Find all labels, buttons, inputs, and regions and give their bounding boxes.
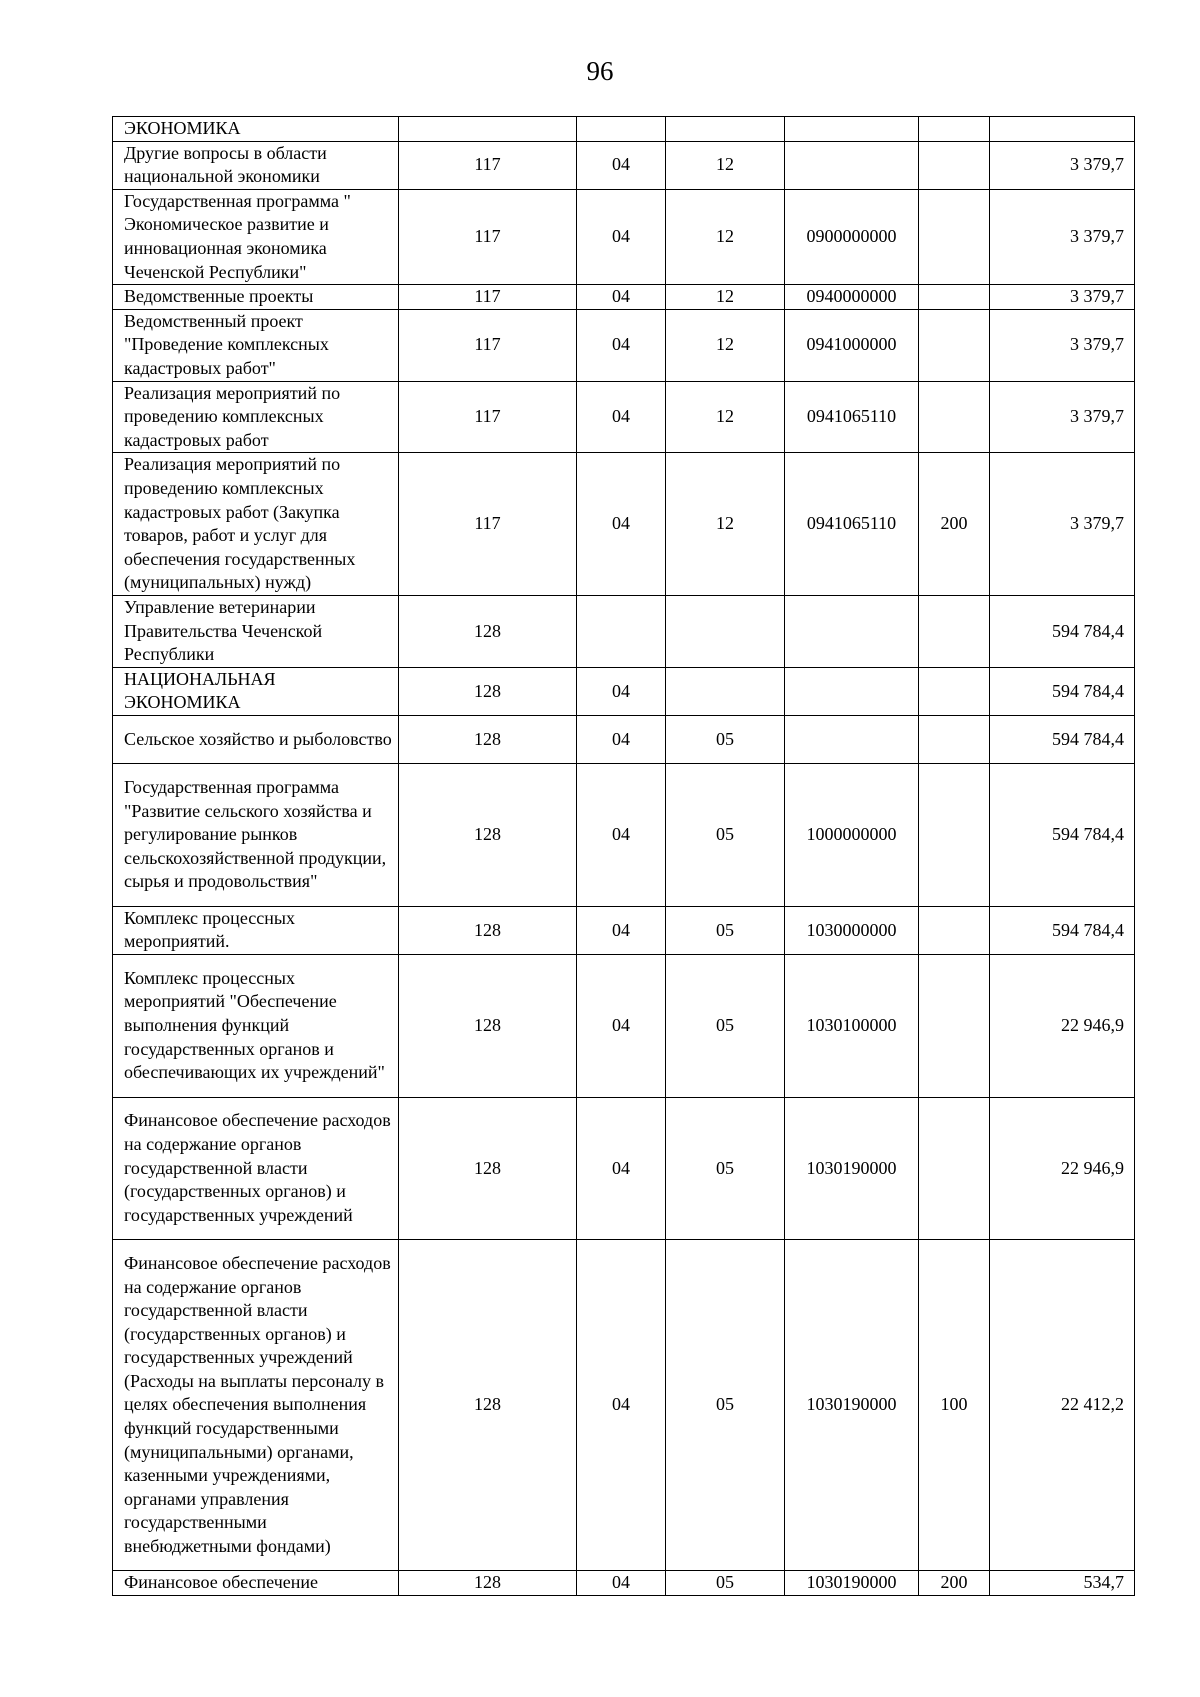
subsection-code-cell: 05 <box>666 715 785 763</box>
subsection-code-cell: 05 <box>666 1097 785 1240</box>
row-name-cell: НАЦИОНАЛЬНАЯ ЭКОНОМИКА <box>113 667 399 715</box>
expense-type-cell <box>919 954 990 1097</box>
amount-cell: 534,7 <box>990 1571 1135 1596</box>
target-article-cell: 0940000000 <box>785 285 919 310</box>
ministry-code-cell <box>399 117 577 142</box>
amount-cell: 594 784,4 <box>990 764 1135 907</box>
table-row <box>113 906 1135 954</box>
amount-cell: 22 946,9 <box>990 954 1135 1097</box>
row-name-cell: Финансовое обеспечение <box>113 1571 399 1596</box>
section-code-cell: 04 <box>577 906 666 954</box>
section-code-cell: 04 <box>577 1240 666 1571</box>
section-code-cell: 04 <box>577 954 666 1097</box>
subsection-code-cell: 12 <box>666 453 785 596</box>
row-name-cell: ЭКОНОМИКА <box>113 117 399 142</box>
section-code-cell: 04 <box>577 189 666 284</box>
ministry-code-cell: 117 <box>399 453 577 596</box>
target-article-cell <box>785 715 919 763</box>
amount-cell: 3 379,7 <box>990 381 1135 453</box>
amount-cell: 22 412,2 <box>990 1240 1135 1571</box>
expense-type-cell <box>919 141 990 189</box>
subsection-code-cell: 12 <box>666 285 785 310</box>
section-code-cell: 04 <box>577 381 666 453</box>
target-article-cell: 0941000000 <box>785 309 919 381</box>
table-row <box>113 1571 1135 1596</box>
expense-type-cell <box>919 667 990 715</box>
amount-cell: 3 379,7 <box>990 141 1135 189</box>
ministry-code-cell: 117 <box>399 309 577 381</box>
table-row <box>113 715 1135 763</box>
target-article-cell: 1030100000 <box>785 954 919 1097</box>
row-name-cell: Государственная программа " Экономическое развитие и инновационная экономика Чеченской Республики" <box>113 189 399 284</box>
ministry-code-cell: 128 <box>399 906 577 954</box>
expense-type-cell <box>919 285 990 310</box>
ministry-code-cell: 128 <box>399 954 577 1097</box>
amount-cell: 594 784,4 <box>990 667 1135 715</box>
expense-type-cell <box>919 381 990 453</box>
target-article-cell: 1030190000 <box>785 1240 919 1571</box>
ministry-code-cell: 128 <box>399 1571 577 1596</box>
row-name-cell: Сельское хозяйство и рыболовство <box>113 715 399 763</box>
table-row <box>113 381 1135 453</box>
ministry-code-cell: 117 <box>399 189 577 284</box>
target-article-cell: 1030000000 <box>785 906 919 954</box>
expense-type-cell <box>919 906 990 954</box>
target-article-cell: 0941065110 <box>785 381 919 453</box>
target-article-cell <box>785 141 919 189</box>
table-row <box>113 1097 1135 1240</box>
amount-cell: 3 379,7 <box>990 285 1135 310</box>
section-code-cell: 04 <box>577 141 666 189</box>
target-article-cell <box>785 667 919 715</box>
expense-type-cell <box>919 1097 990 1240</box>
section-code-cell: 04 <box>577 715 666 763</box>
row-name-cell: Реализация мероприятий по проведению комплексных кадастровых работ (Закупка товаров, работ и услуг для обеспечения государственных (муниципальных) нужд) <box>113 453 399 596</box>
target-article-cell <box>785 595 919 667</box>
subsection-code-cell: 12 <box>666 141 785 189</box>
table-row <box>113 1240 1135 1571</box>
ministry-code-cell: 117 <box>399 141 577 189</box>
expense-type-cell <box>919 117 990 142</box>
ministry-code-cell: 128 <box>399 1240 577 1571</box>
expense-type-cell: 100 <box>919 1240 990 1571</box>
section-code-cell <box>577 117 666 142</box>
table-row <box>113 954 1135 1097</box>
amount-cell: 3 379,7 <box>990 309 1135 381</box>
ministry-code-cell: 128 <box>399 764 577 907</box>
section-code-cell: 04 <box>577 309 666 381</box>
amount-cell: 22 946,9 <box>990 1097 1135 1240</box>
target-article-cell: 0941065110 <box>785 453 919 596</box>
section-code-cell: 04 <box>577 285 666 310</box>
table-row <box>113 667 1135 715</box>
expense-type-cell <box>919 764 990 907</box>
amount-cell <box>990 117 1135 142</box>
table-row <box>113 453 1135 596</box>
row-name-cell: Управление ветеринарии Правительства Чеченской Республики <box>113 595 399 667</box>
expense-type-cell: 200 <box>919 1571 990 1596</box>
expense-type-cell <box>919 189 990 284</box>
expense-type-cell <box>919 309 990 381</box>
ministry-code-cell: 117 <box>399 285 577 310</box>
section-code-cell: 04 <box>577 1097 666 1240</box>
row-name-cell: Другие вопросы в области национальной экономики <box>113 141 399 189</box>
expense-type-cell <box>919 715 990 763</box>
section-code-cell <box>577 595 666 667</box>
subsection-code-cell: 05 <box>666 954 785 1097</box>
row-name-cell: Финансовое обеспечение расходов на содержание органов государственной власти (государственных органов) и государственных учреждений (Расходы на выплаты персоналу в целях обеспечения выполнения функций государственными (муниципальными) органами, казенными учреждениями, органами управления государственными внебюджетными фондами) <box>113 1240 399 1571</box>
table-row <box>113 764 1135 907</box>
target-article-cell: 1000000000 <box>785 764 919 907</box>
table-row <box>113 189 1135 284</box>
target-article-cell <box>785 117 919 142</box>
section-code-cell: 04 <box>577 667 666 715</box>
ministry-code-cell: 128 <box>399 667 577 715</box>
table-body <box>113 117 1135 1596</box>
section-code-cell: 04 <box>577 1571 666 1596</box>
subsection-code-cell: 12 <box>666 309 785 381</box>
subsection-code-cell <box>666 595 785 667</box>
subsection-code-cell: 05 <box>666 764 785 907</box>
subsection-code-cell <box>666 117 785 142</box>
ministry-code-cell: 128 <box>399 1097 577 1240</box>
table-row <box>113 595 1135 667</box>
target-article-cell: 0900000000 <box>785 189 919 284</box>
table-row <box>113 141 1135 189</box>
ministry-code-cell: 128 <box>399 715 577 763</box>
section-code-cell: 04 <box>577 453 666 596</box>
amount-cell: 594 784,4 <box>990 595 1135 667</box>
subsection-code-cell: 05 <box>666 1240 785 1571</box>
row-name-cell: Комплекс процессных мероприятий "Обеспечение выполнения функций государственных органов и обеспечивающих их учреждений" <box>113 954 399 1097</box>
table-row <box>113 285 1135 310</box>
subsection-code-cell: 05 <box>666 1571 785 1596</box>
expense-type-cell <box>919 595 990 667</box>
row-name-cell: Государственная программа "Развитие сельского хозяйства и регулирование рынков сельскохозяйственной продукции, сырья и продовольствия" <box>113 764 399 907</box>
target-article-cell: 1030190000 <box>785 1571 919 1596</box>
amount-cell: 594 784,4 <box>990 906 1135 954</box>
row-name-cell: Комплекс процессных мероприятий. <box>113 906 399 954</box>
page-number: 96 <box>586 56 614 86</box>
budget-table <box>112 116 1135 1596</box>
amount-cell: 594 784,4 <box>990 715 1135 763</box>
row-name-cell: Финансовое обеспечение расходов на содержание органов государственной власти (государственных органов) и государственных учреждений <box>113 1097 399 1240</box>
section-code-cell: 04 <box>577 764 666 907</box>
subsection-code-cell: 05 <box>666 906 785 954</box>
row-name-cell: Ведомственные проекты <box>113 285 399 310</box>
amount-cell: 3 379,7 <box>990 189 1135 284</box>
target-article-cell: 1030190000 <box>785 1097 919 1240</box>
subsection-code-cell: 12 <box>666 381 785 453</box>
row-name-cell: Ведомственный проект "Проведение комплексных кадастровых работ" <box>113 309 399 381</box>
table-row <box>113 117 1135 142</box>
table-row <box>113 309 1135 381</box>
subsection-code-cell <box>666 667 785 715</box>
ministry-code-cell: 128 <box>399 595 577 667</box>
amount-cell: 3 379,7 <box>990 453 1135 596</box>
row-name-cell: Реализация мероприятий по проведению комплексных кадастровых работ <box>113 381 399 453</box>
ministry-code-cell: 117 <box>399 381 577 453</box>
subsection-code-cell: 12 <box>666 189 785 284</box>
expense-type-cell: 200 <box>919 453 990 596</box>
